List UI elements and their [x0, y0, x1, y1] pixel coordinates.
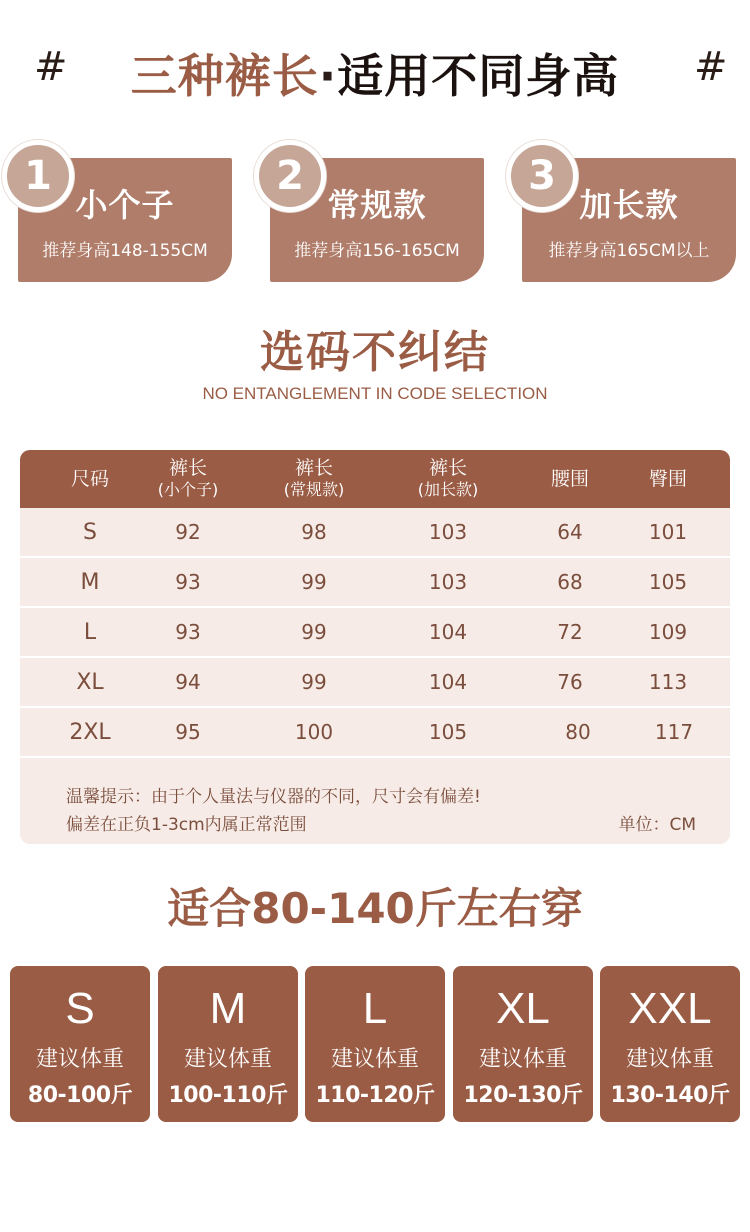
header-cell-length-regular — [264, 450, 364, 508]
weight-card-size: XL — [496, 984, 550, 1033]
header-sublabel: (常规款) — [283, 480, 345, 499]
weight-card-label: 建议体重 — [330, 1047, 419, 1072]
cell-waist: 68 — [557, 570, 583, 594]
weight-section-title: 适合80-140斤左右穿 — [167, 884, 583, 933]
card-name: 小个子 — [75, 186, 175, 224]
weight-card-label: 建议体重 — [478, 1047, 567, 1072]
cell-length-long: 104 — [428, 670, 468, 694]
cell-length-regular: 99 — [301, 570, 327, 594]
cell-waist: 80 — [565, 720, 591, 744]
cell-length-long: 103 — [428, 570, 468, 594]
header-label: 裤长 — [168, 457, 207, 479]
weight-card-range: 130-140斤 — [610, 1083, 730, 1108]
hash-icon-right: # — [694, 44, 728, 90]
cell-length-petite: 94 — [175, 670, 201, 694]
cell-length-petite: 93 — [175, 620, 201, 644]
table-row — [20, 508, 730, 556]
table-row — [20, 708, 730, 756]
cell-length-long: 103 — [428, 520, 468, 544]
cell-size: 2XL — [69, 719, 111, 745]
cell-length-regular: 98 — [301, 520, 327, 544]
weight-card-m — [158, 966, 298, 1122]
note-line-2: 偏差在正负1-3cm内属正常范围 — [66, 815, 307, 835]
card-name: 加长款 — [579, 186, 679, 224]
title-dot: · — [318, 49, 338, 103]
header-cell-hip — [626, 450, 710, 508]
weight-card-label: 建议体重 — [625, 1047, 714, 1072]
weight-card-xxl — [600, 966, 740, 1122]
cell-length-petite: 95 — [175, 720, 201, 744]
header-cell-length-petite — [138, 450, 238, 508]
hash-icon-left: # — [34, 44, 68, 90]
cell-length-petite: 93 — [175, 570, 201, 594]
cell-length-petite: 92 — [175, 520, 201, 544]
cell-size: XL — [76, 669, 104, 695]
card-desc: 推荐身高156-165CM — [294, 241, 460, 261]
weight-card-size: S — [65, 984, 95, 1033]
weight-card-l — [305, 966, 445, 1122]
number-badge-2: 2 — [254, 140, 326, 212]
cell-size: M — [80, 569, 100, 595]
number-badge-1: 1 — [2, 140, 74, 212]
title-part-2: 适用不同身高 — [337, 49, 620, 103]
cell-length-regular: 99 — [301, 620, 327, 644]
weight-card-xl — [453, 966, 593, 1122]
cell-hip: 109 — [648, 620, 688, 644]
weight-card-label: 建议体重 — [35, 1047, 124, 1072]
size-table — [20, 450, 730, 844]
unit-label: 单位：CM — [618, 815, 696, 835]
cell-length-long: 104 — [428, 620, 468, 644]
cell-hip: 117 — [654, 720, 694, 744]
weight-card-range: 110-120斤 — [315, 1083, 435, 1108]
cell-waist: 76 — [557, 670, 583, 694]
table-row — [20, 608, 730, 656]
cell-length-long: 105 — [428, 720, 468, 744]
cell-hip: 113 — [648, 670, 688, 694]
header-sublabel: (加长款) — [417, 480, 479, 499]
header-cell-size — [50, 450, 130, 508]
cell-waist: 64 — [557, 520, 583, 544]
cell-waist: 72 — [557, 620, 583, 644]
cell-length-regular: 100 — [294, 720, 334, 744]
table-row — [20, 658, 730, 706]
weight-card-label: 建议体重 — [183, 1047, 272, 1072]
page-title — [0, 40, 750, 106]
weight-card-size: L — [362, 984, 388, 1033]
header-cell-length-long — [398, 450, 498, 508]
card-name: 常规款 — [327, 186, 427, 224]
header-cell-waist — [528, 450, 612, 508]
weight-card-s — [10, 966, 150, 1122]
cell-length-regular: 99 — [301, 670, 327, 694]
note-line-1: 温馨提示：由于个人量法与仪器的不同，尺寸会有偏差! — [66, 787, 481, 807]
size-section-title: 选码不纠结 — [260, 327, 490, 378]
cell-size: S — [83, 519, 97, 545]
weight-card-size: M — [209, 984, 247, 1033]
card-desc: 推荐身高165CM以上 — [548, 241, 710, 261]
cell-size: L — [83, 619, 97, 645]
weight-card-size: XXL — [628, 984, 712, 1033]
cell-hip: 101 — [648, 520, 688, 544]
weight-card-range: 100-110斤 — [168, 1083, 288, 1108]
weight-card-range: 80-100斤 — [27, 1083, 133, 1108]
weight-card-range: 120-130斤 — [463, 1083, 583, 1108]
title-part-1: 三种裤长 — [130, 49, 319, 103]
header-label: 臀围 — [648, 468, 687, 490]
number-badge-3: 3 — [506, 140, 578, 212]
header-label: 裤长 — [294, 457, 333, 479]
table-header — [20, 450, 730, 508]
header-sublabel: (小个子) — [157, 480, 219, 499]
size-section-subtitle: NO ENTANGLEMENT IN CODE SELECTION — [202, 384, 548, 403]
card-desc: 推荐身高148-155CM — [42, 241, 208, 261]
header-label: 尺码 — [70, 468, 109, 490]
row-divider — [20, 756, 730, 758]
table-row — [20, 558, 730, 606]
header-label: 腰围 — [550, 468, 589, 490]
cell-hip: 105 — [648, 570, 688, 594]
header-label: 裤长 — [428, 457, 467, 479]
